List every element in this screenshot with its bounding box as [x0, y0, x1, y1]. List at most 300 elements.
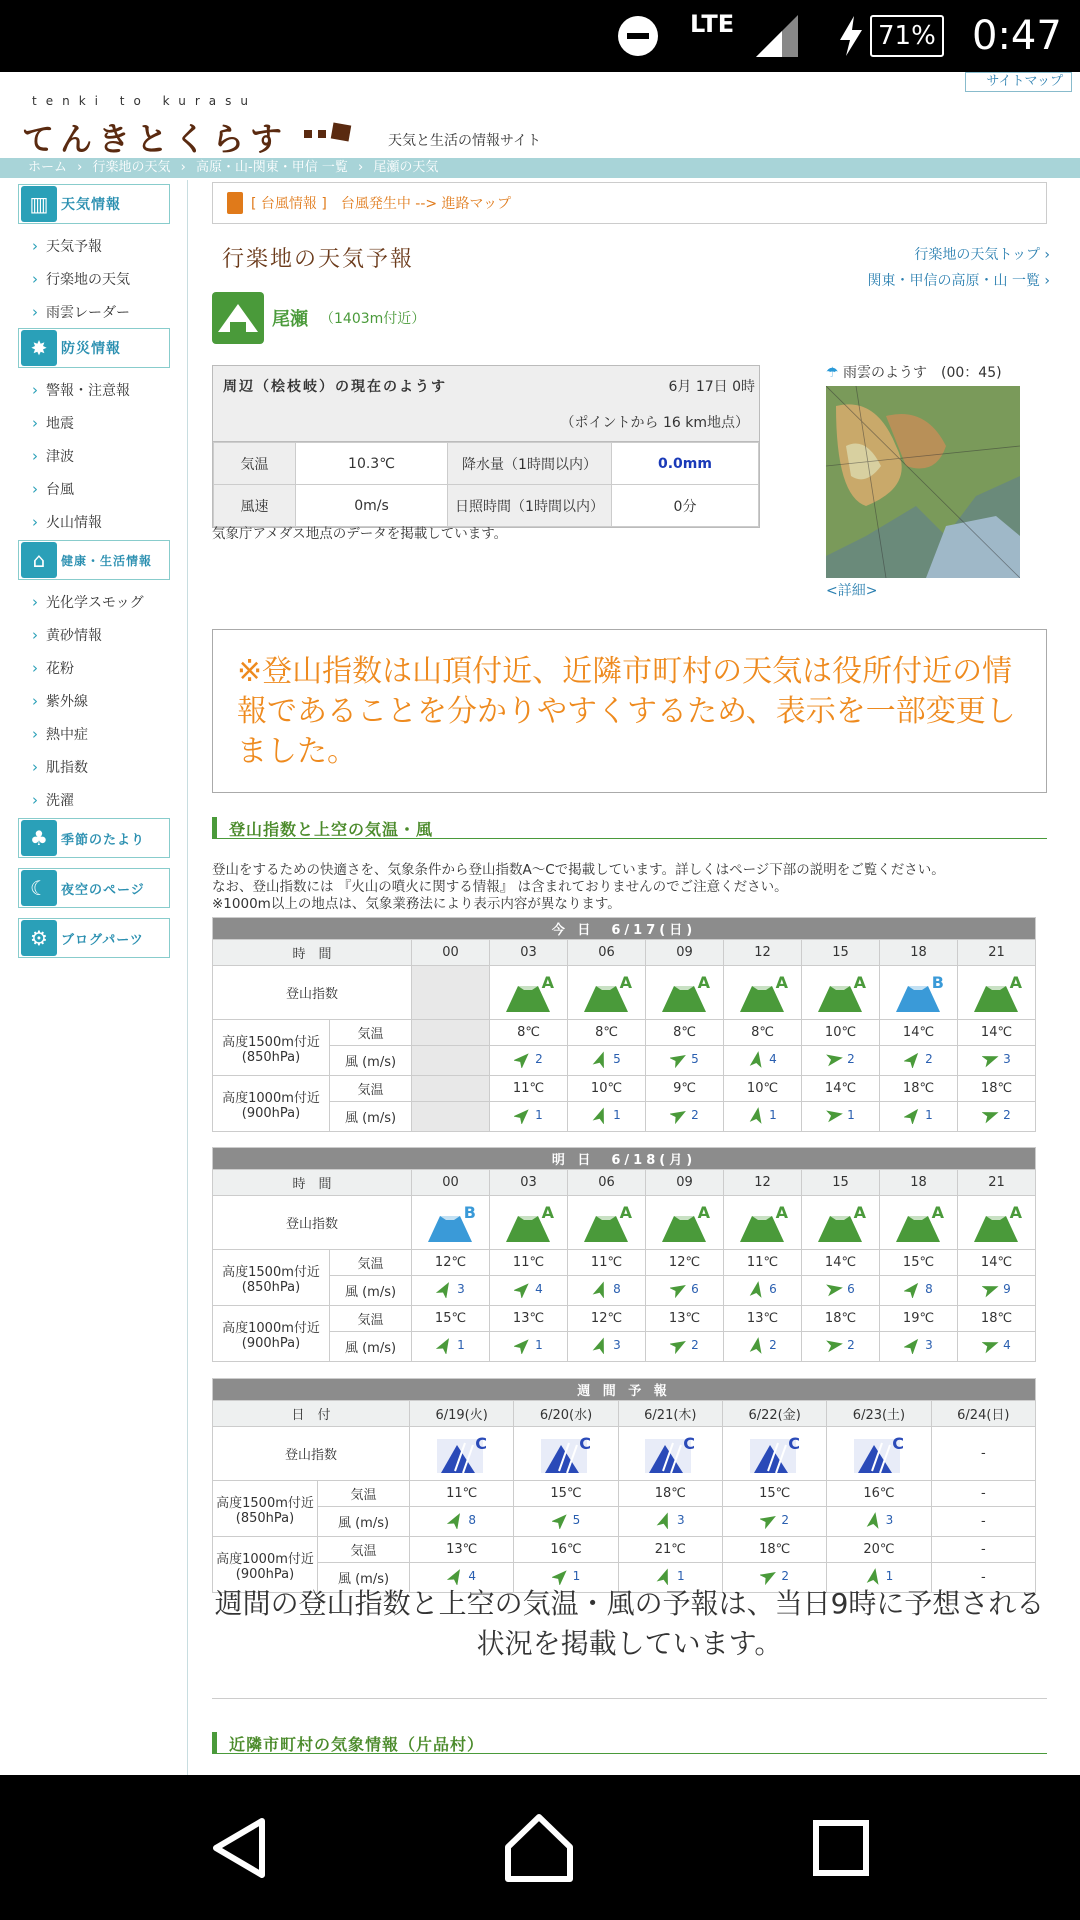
index-cell — [880, 1196, 958, 1250]
wind-arrow-icon — [826, 1050, 844, 1068]
wind-cell — [802, 1046, 880, 1076]
rain-radar[interactable] — [826, 362, 1026, 600]
wind-value: 0m/s — [296, 485, 448, 527]
wind-indicator — [904, 1106, 933, 1124]
temp-cell: 11℃ — [724, 1250, 802, 1276]
wind-indicator — [436, 1280, 465, 1298]
site-logo[interactable]: てんきとくらす — [22, 120, 289, 158]
wind-indicator — [865, 1511, 894, 1529]
svg-text:C: C — [474, 1433, 487, 1453]
amedas-note: 気象庁アメダス地点のデータを掲載しています。 — [212, 526, 508, 542]
wind-speed: 1 — [847, 1107, 855, 1122]
svg-text:B: B — [463, 1202, 476, 1222]
sidebar — [0, 180, 188, 1775]
lte-label: LTE — [690, 10, 735, 38]
temp-cell: 14℃ — [958, 1250, 1036, 1276]
sidebar-weather-label: 天気情報 — [61, 197, 121, 213]
wind-speed: 1 — [535, 1107, 543, 1122]
header-label: 日 付 — [213, 1401, 410, 1427]
mountain-index-icon — [502, 972, 556, 1014]
wind-cell — [410, 1507, 514, 1537]
index-cell — [410, 1427, 514, 1481]
hour-cell: 06 — [568, 940, 646, 966]
index-cell — [568, 966, 646, 1020]
altitude-label — [213, 1020, 330, 1076]
wind-speed: 6 — [691, 1281, 699, 1296]
wind-arrow-icon — [436, 1280, 454, 1298]
wind-speed: 1 — [677, 1568, 685, 1583]
temp-cell: 18℃ — [722, 1537, 826, 1563]
temp-cell: 12℃ — [646, 1250, 724, 1276]
sidebar-item-radar[interactable]: › 雨雲レーダー — [32, 302, 130, 322]
wind-cell — [490, 1276, 568, 1306]
wind-arrow-icon — [748, 1106, 766, 1124]
svg-text:C: C — [787, 1433, 800, 1453]
svg-text:A: A — [853, 1202, 866, 1222]
sidebar-health-label: 健康・生活情報 — [61, 553, 153, 568]
temp-label: 気温 — [330, 1020, 412, 1046]
index-cell — [802, 966, 880, 1020]
pressure-level: (900hPa) — [235, 1566, 295, 1582]
date-cell: 6/22(金) — [722, 1401, 826, 1427]
index-note-line: なお、登山指数には 『火山の噴火に関する情報』 は含まれておりませんのでご注意ください。 — [212, 879, 788, 895]
wind-cell — [412, 1276, 490, 1306]
mountain-index-icon — [643, 1433, 697, 1475]
index-cell — [646, 966, 724, 1020]
clock: 0:47 — [972, 13, 1062, 59]
wind-arrow-icon — [826, 1280, 844, 1298]
mountain-index-icon — [580, 972, 634, 1014]
radar-detail-link[interactable]: <詳細> — [826, 583, 878, 599]
temp-label: 気温 — [330, 1306, 412, 1332]
index-cell — [412, 966, 490, 1020]
wind-cell — [722, 1507, 826, 1537]
house-icon: ⌂ — [21, 542, 57, 578]
mountain-index-icon — [658, 1202, 712, 1244]
wind-arrow-icon — [436, 1336, 454, 1354]
radar-map[interactable] — [826, 386, 1020, 578]
section-nearby-town: 近隣市町村の気象情報（片品村） — [212, 1732, 1047, 1754]
temp-cell: 12℃ — [412, 1250, 490, 1276]
wind-cell — [490, 1102, 568, 1132]
wind-arrow-icon — [592, 1280, 610, 1298]
hour-cell: 18 — [880, 1170, 958, 1196]
wind-arrow-icon — [592, 1050, 610, 1068]
wind-arrow-icon — [670, 1050, 688, 1068]
table-title: 週 間 予 報 — [213, 1379, 1036, 1401]
mountain-index-icon — [539, 1433, 593, 1475]
breadcrumb-home[interactable]: ホーム — [28, 160, 68, 175]
wind-cell — [568, 1276, 646, 1306]
wind-indicator — [826, 1280, 855, 1298]
wind-indicator — [592, 1336, 621, 1354]
wind-indicator — [514, 1336, 543, 1354]
signal-icon — [752, 0, 802, 72]
hour-cell: 21 — [958, 940, 1036, 966]
sidebar-item-tsunami[interactable]: › 津波 — [32, 446, 74, 466]
wind-speed: 5 — [613, 1051, 621, 1066]
weekly-note: 週間の登山指数と上空の気温・風の予報は、当日9時に予想される状況を掲載しています。 — [214, 1587, 1045, 1660]
sidebar-item-forecast[interactable]: › 天気予報 — [32, 236, 102, 256]
burst-icon: ✸ — [21, 330, 57, 366]
sidebar-item-heatstroke[interactable]: › 熱中症 — [32, 724, 88, 744]
sidebar-blog-label: ブログパーツ — [61, 932, 144, 948]
wind-cell — [412, 1102, 490, 1132]
altitude-name: 高度1000m付近 — [222, 1090, 320, 1106]
wind-cell — [724, 1332, 802, 1362]
sidebar-item-skin[interactable]: › 肌指数 — [32, 757, 88, 777]
wind-indicator — [670, 1336, 699, 1354]
battery-percent: 71% — [870, 15, 944, 57]
umbrella-icon: ☂ — [826, 365, 839, 381]
wind-arrow-icon — [592, 1336, 610, 1354]
sidebar-item-earthquake[interactable]: › 地震 — [32, 413, 74, 433]
wind-indicator — [760, 1567, 789, 1585]
wind-arrow-icon — [865, 1511, 883, 1529]
wind-speed: 6 — [847, 1281, 855, 1296]
wind-indicator — [748, 1106, 777, 1124]
wind-cell — [646, 1332, 724, 1362]
pressure-level: (850hPa) — [241, 1049, 301, 1065]
wind-arrow-icon — [514, 1106, 532, 1124]
svg-text:A: A — [619, 972, 632, 992]
svg-text:A: A — [1009, 1202, 1022, 1222]
wind-indicator — [670, 1280, 699, 1298]
altitude-name: 高度1500m付近 — [222, 1034, 320, 1050]
date-cell: 6/21(木) — [618, 1401, 722, 1427]
temp-cell: 16℃ — [514, 1537, 618, 1563]
precip-label: 降水量（1時間以内） — [448, 443, 612, 485]
spot-heading — [212, 292, 425, 344]
altitude-label — [213, 1306, 330, 1362]
index-cell — [722, 1427, 826, 1481]
temp-cell: 11℃ — [490, 1076, 568, 1102]
wind-speed: 3 — [677, 1512, 685, 1527]
wind-speed: 3 — [613, 1337, 621, 1352]
sidebar-item-yellow-sand[interactable]: › 黄砂情報 — [32, 625, 102, 645]
wind-speed: 3 — [925, 1337, 933, 1352]
temp-cell: 15℃ — [880, 1250, 958, 1276]
hour-cell: 03 — [490, 1170, 568, 1196]
sidebar-item-uv[interactable]: › 紫外線 — [32, 691, 88, 711]
wind-arrow-icon — [982, 1280, 1000, 1298]
alert-icon — [227, 192, 243, 214]
wind-indicator — [904, 1336, 933, 1354]
temp-cell: 13℃ — [724, 1306, 802, 1332]
temp-cell — [412, 1020, 490, 1046]
temp-cell: 11℃ — [568, 1250, 646, 1276]
temp-value: 10.3℃ — [296, 443, 448, 485]
sidebar-weather-header[interactable] — [18, 184, 170, 224]
wind-arrow-icon — [447, 1511, 465, 1529]
temp-cell: 8℃ — [568, 1020, 646, 1046]
altitude-label — [213, 1250, 330, 1306]
svg-text:A: A — [931, 1202, 944, 1222]
svg-text:A: A — [775, 972, 788, 992]
temp-cell: 9℃ — [646, 1076, 724, 1102]
index-label: 登山指数 — [213, 1427, 410, 1481]
breadcrumb — [0, 158, 1080, 178]
altitude-label — [213, 1481, 318, 1537]
wind-speed: 5 — [691, 1051, 699, 1066]
date-cell: 6/20(水) — [514, 1401, 618, 1427]
typhoon-alert[interactable] — [212, 182, 1047, 224]
tomorrow-forecast-table — [212, 1147, 1036, 1362]
wind-speed: 2 — [769, 1337, 777, 1352]
index-cell — [958, 966, 1036, 1020]
temp-cell: 14℃ — [880, 1020, 958, 1046]
wind-cell — [880, 1332, 958, 1362]
header-label: 時 間 — [213, 1170, 412, 1196]
temp-cell: 15℃ — [412, 1306, 490, 1332]
wind-arrow-icon — [982, 1050, 1000, 1068]
temp-cell: 13℃ — [490, 1306, 568, 1332]
moon-icon: ☾ — [21, 870, 57, 906]
breadcrumb-mountain-list[interactable]: 高原・山-関東・甲信 一覧 — [196, 160, 348, 175]
logo-dot — [331, 123, 352, 142]
temp-cell: 18℃ — [880, 1076, 958, 1102]
wind-arrow-icon — [514, 1280, 532, 1298]
back-icon — [206, 1813, 276, 1883]
wind-indicator — [514, 1106, 543, 1124]
hour-cell: 00 — [412, 940, 490, 966]
index-description — [212, 862, 945, 913]
wind-indicator — [514, 1050, 543, 1068]
wind-arrow-icon — [982, 1336, 1000, 1354]
mountain-list-link[interactable]: 関東・甲信の高原・山 一覧 › — [867, 273, 1050, 289]
wind-arrow-icon — [760, 1511, 778, 1529]
hour-cell: 21 — [958, 1170, 1036, 1196]
logo-subtitle: tenki to kurasu — [32, 94, 257, 108]
wind-speed: 2 — [847, 1051, 855, 1066]
wind-indicator — [670, 1050, 699, 1068]
mountain-index-icon — [736, 972, 790, 1014]
breadcrumb-separator: › — [180, 160, 186, 175]
temp-label: 気温 — [330, 1250, 412, 1276]
breadcrumb-resort[interactable]: 行楽地の天気 — [92, 160, 171, 175]
wind-speed: 1 — [457, 1337, 465, 1352]
hour-cell: 12 — [724, 1170, 802, 1196]
index-cell — [514, 1427, 618, 1481]
wind-indicator — [436, 1336, 465, 1354]
date-cell: 6/24(日) — [931, 1401, 1035, 1427]
navigation-bar — [0, 1775, 1080, 1920]
wind-label: 風速 — [214, 485, 296, 527]
wind-indicator — [904, 1280, 933, 1298]
wind-label: 風 (m/s) — [330, 1276, 412, 1306]
temp-cell: 13℃ — [410, 1537, 514, 1563]
precip-value: 0.0mm — [612, 443, 759, 485]
wind-arrow-icon — [748, 1336, 766, 1354]
wind-cell — [646, 1276, 724, 1306]
wind-speed: 4 — [535, 1281, 543, 1296]
wind-arrow-icon — [514, 1336, 532, 1354]
wind-speed: 3 — [1003, 1051, 1011, 1066]
hour-cell: 00 — [412, 1170, 490, 1196]
site-tagline: 天気と生活の情報サイト — [388, 133, 542, 149]
resort-top-link[interactable]: 行楽地の天気トップ › — [914, 247, 1050, 263]
wind-speed: 2 — [847, 1337, 855, 1352]
temp-label: 気温 — [318, 1537, 410, 1563]
wind-indicator — [982, 1336, 1011, 1354]
logo-dot — [304, 130, 312, 138]
wind-arrow-icon — [904, 1280, 922, 1298]
temp-cell — [412, 1076, 490, 1102]
sidebar-item-typhoon[interactable]: › 台風 — [32, 479, 74, 499]
wind-speed: 1 — [613, 1107, 621, 1122]
sidebar-item-laundry[interactable]: › 洗濯 — [32, 790, 74, 810]
index-note-line: ※1000m以上の地点は、気象業務法により表示内容が異なります。 — [212, 896, 621, 912]
altitude-label — [213, 1076, 330, 1132]
section-mountain-index: 登山指数と上空の気温・風 — [212, 817, 1047, 839]
wind-arrow-icon — [552, 1567, 570, 1585]
wind-indicator — [760, 1511, 789, 1529]
sidebar-item-pollen[interactable]: › 花粉 — [32, 658, 74, 678]
index-cell — [880, 966, 958, 1020]
mountain-index-icon — [736, 1202, 790, 1244]
sidebar-item-resort[interactable]: › 行楽地の天気 — [32, 269, 130, 289]
temp-cell: 10℃ — [568, 1076, 646, 1102]
wind-speed: 5 — [572, 1512, 581, 1527]
sidebar-night-button[interactable] — [18, 868, 170, 908]
status-bar — [0, 0, 1080, 72]
logo-dot — [318, 130, 326, 138]
wind-cell — [646, 1046, 724, 1076]
wind-arrow-icon — [982, 1106, 1000, 1124]
wind-cell — [802, 1332, 880, 1362]
mountain-index-icon — [658, 972, 712, 1014]
wind-indicator — [592, 1106, 621, 1124]
temp-cell: 15℃ — [722, 1481, 826, 1507]
wind-speed: 2 — [1003, 1107, 1011, 1122]
wind-arrow-icon — [592, 1106, 610, 1124]
wind-cell — [802, 1102, 880, 1132]
wind-indicator — [748, 1050, 777, 1068]
wind-speed: 2 — [925, 1051, 933, 1066]
wind-indicator — [552, 1567, 581, 1585]
index-cell — [802, 1196, 880, 1250]
wind-indicator — [982, 1050, 1011, 1068]
wind-arrow-icon — [656, 1567, 674, 1585]
current-distance: （ポイントから 16 km地点） — [560, 415, 749, 431]
wind-label: 風 (m/s) — [330, 1046, 412, 1076]
sidebar-disaster-header[interactable] — [18, 328, 170, 368]
hour-cell: 18 — [880, 940, 958, 966]
breadcrumb-separator: › — [77, 160, 83, 175]
recents-button[interactable] — [786, 1793, 896, 1903]
svg-text:C: C — [683, 1433, 696, 1453]
wind-indicator — [826, 1050, 855, 1068]
sprout-icon: ♣ — [21, 820, 57, 856]
wind-arrow-icon — [904, 1106, 922, 1124]
spot-altitude: （1403m付近） — [320, 311, 426, 327]
mountain-index-icon — [814, 972, 868, 1014]
wind-indicator — [982, 1280, 1011, 1298]
wind-indicator — [592, 1050, 621, 1068]
wind-speed: 2 — [781, 1512, 789, 1527]
back-button[interactable] — [186, 1793, 296, 1903]
pressure-level: (900hPa) — [241, 1105, 301, 1121]
home-button[interactable] — [484, 1793, 594, 1903]
wind-cell — [724, 1276, 802, 1306]
wind-cell — [490, 1046, 568, 1076]
hour-cell: 12 — [724, 940, 802, 966]
index-cell — [724, 966, 802, 1020]
wind-arrow-icon — [904, 1050, 922, 1068]
wind-speed: 4 — [1003, 1337, 1011, 1352]
current-conditions — [212, 365, 760, 528]
wind-arrow-icon — [865, 1567, 883, 1585]
web-page — [0, 72, 1080, 1775]
temp-cell: 20℃ — [827, 1537, 931, 1563]
svg-text:A: A — [775, 1202, 788, 1222]
wind-cell — [958, 1046, 1036, 1076]
temp-cell: 14℃ — [802, 1250, 880, 1276]
home-icon — [502, 1811, 576, 1885]
sitemap-link[interactable]: サイトマップ — [965, 72, 1072, 92]
hour-cell: 06 — [568, 1170, 646, 1196]
wind-cell — [412, 1046, 490, 1076]
temp-cell: 8℃ — [724, 1020, 802, 1046]
wind-indicator — [447, 1567, 476, 1585]
wind-label: 風 (m/s) — [330, 1102, 412, 1132]
mountain-index-icon — [970, 1202, 1024, 1244]
mountain-index-icon — [892, 972, 946, 1014]
sidebar-blog-button[interactable] — [18, 918, 170, 958]
current-date: 6月 17日 0時 — [668, 379, 755, 395]
sidebar-item-volcano[interactable]: › 火山情報 — [32, 512, 102, 532]
sidebar-health-header[interactable] — [18, 540, 170, 580]
wind-speed: 3 — [457, 1281, 465, 1296]
wind-indicator — [656, 1567, 685, 1585]
wind-arrow-icon — [748, 1050, 766, 1068]
sidebar-item-smog[interactable]: › 光化学スモッグ — [32, 592, 144, 612]
wind-arrow-icon — [760, 1567, 778, 1585]
wind-speed: 2 — [781, 1568, 789, 1583]
wind-speed: 8 — [468, 1512, 476, 1527]
temp-cell: 13℃ — [646, 1306, 724, 1332]
wind-indicator — [447, 1511, 476, 1529]
svg-text:A: A — [1009, 972, 1022, 992]
wind-speed: 4 — [468, 1568, 476, 1583]
wind-arrow-icon — [552, 1511, 570, 1529]
temp-cell: 8℃ — [646, 1020, 724, 1046]
wind-indicator — [982, 1106, 1011, 1124]
wind-arrow-icon — [670, 1106, 688, 1124]
temp-cell: 10℃ — [724, 1076, 802, 1102]
wind-speed: 3 — [885, 1512, 894, 1527]
index-cell — [724, 1196, 802, 1250]
temp-label: 気温 — [330, 1076, 412, 1102]
wind-speed: 6 — [769, 1281, 777, 1296]
sidebar-night-label: 夜空のページ — [61, 882, 145, 898]
date-cell: 6/23(土) — [827, 1401, 931, 1427]
wind-speed: 8 — [925, 1281, 933, 1296]
index-cell — [412, 1196, 490, 1250]
header-label: 時 間 — [213, 940, 412, 966]
hour-cell: 15 — [802, 940, 880, 966]
mountain-index-icon — [424, 1202, 478, 1244]
altitude-name: 高度1000m付近 — [222, 1320, 320, 1336]
alert-text[interactable]: 台風発生中 --> 進路マップ — [340, 196, 512, 212]
svg-text:A: A — [697, 1202, 710, 1222]
sidebar-season-button[interactable] — [18, 818, 170, 858]
wind-speed: 4 — [769, 1051, 777, 1066]
mountain-index-icon — [892, 1202, 946, 1244]
sidebar-item-warning[interactable]: › 警報・注意報 — [32, 380, 130, 400]
mountain-index-icon — [435, 1433, 489, 1475]
page-title: 行楽地の天気予報 — [222, 247, 415, 272]
